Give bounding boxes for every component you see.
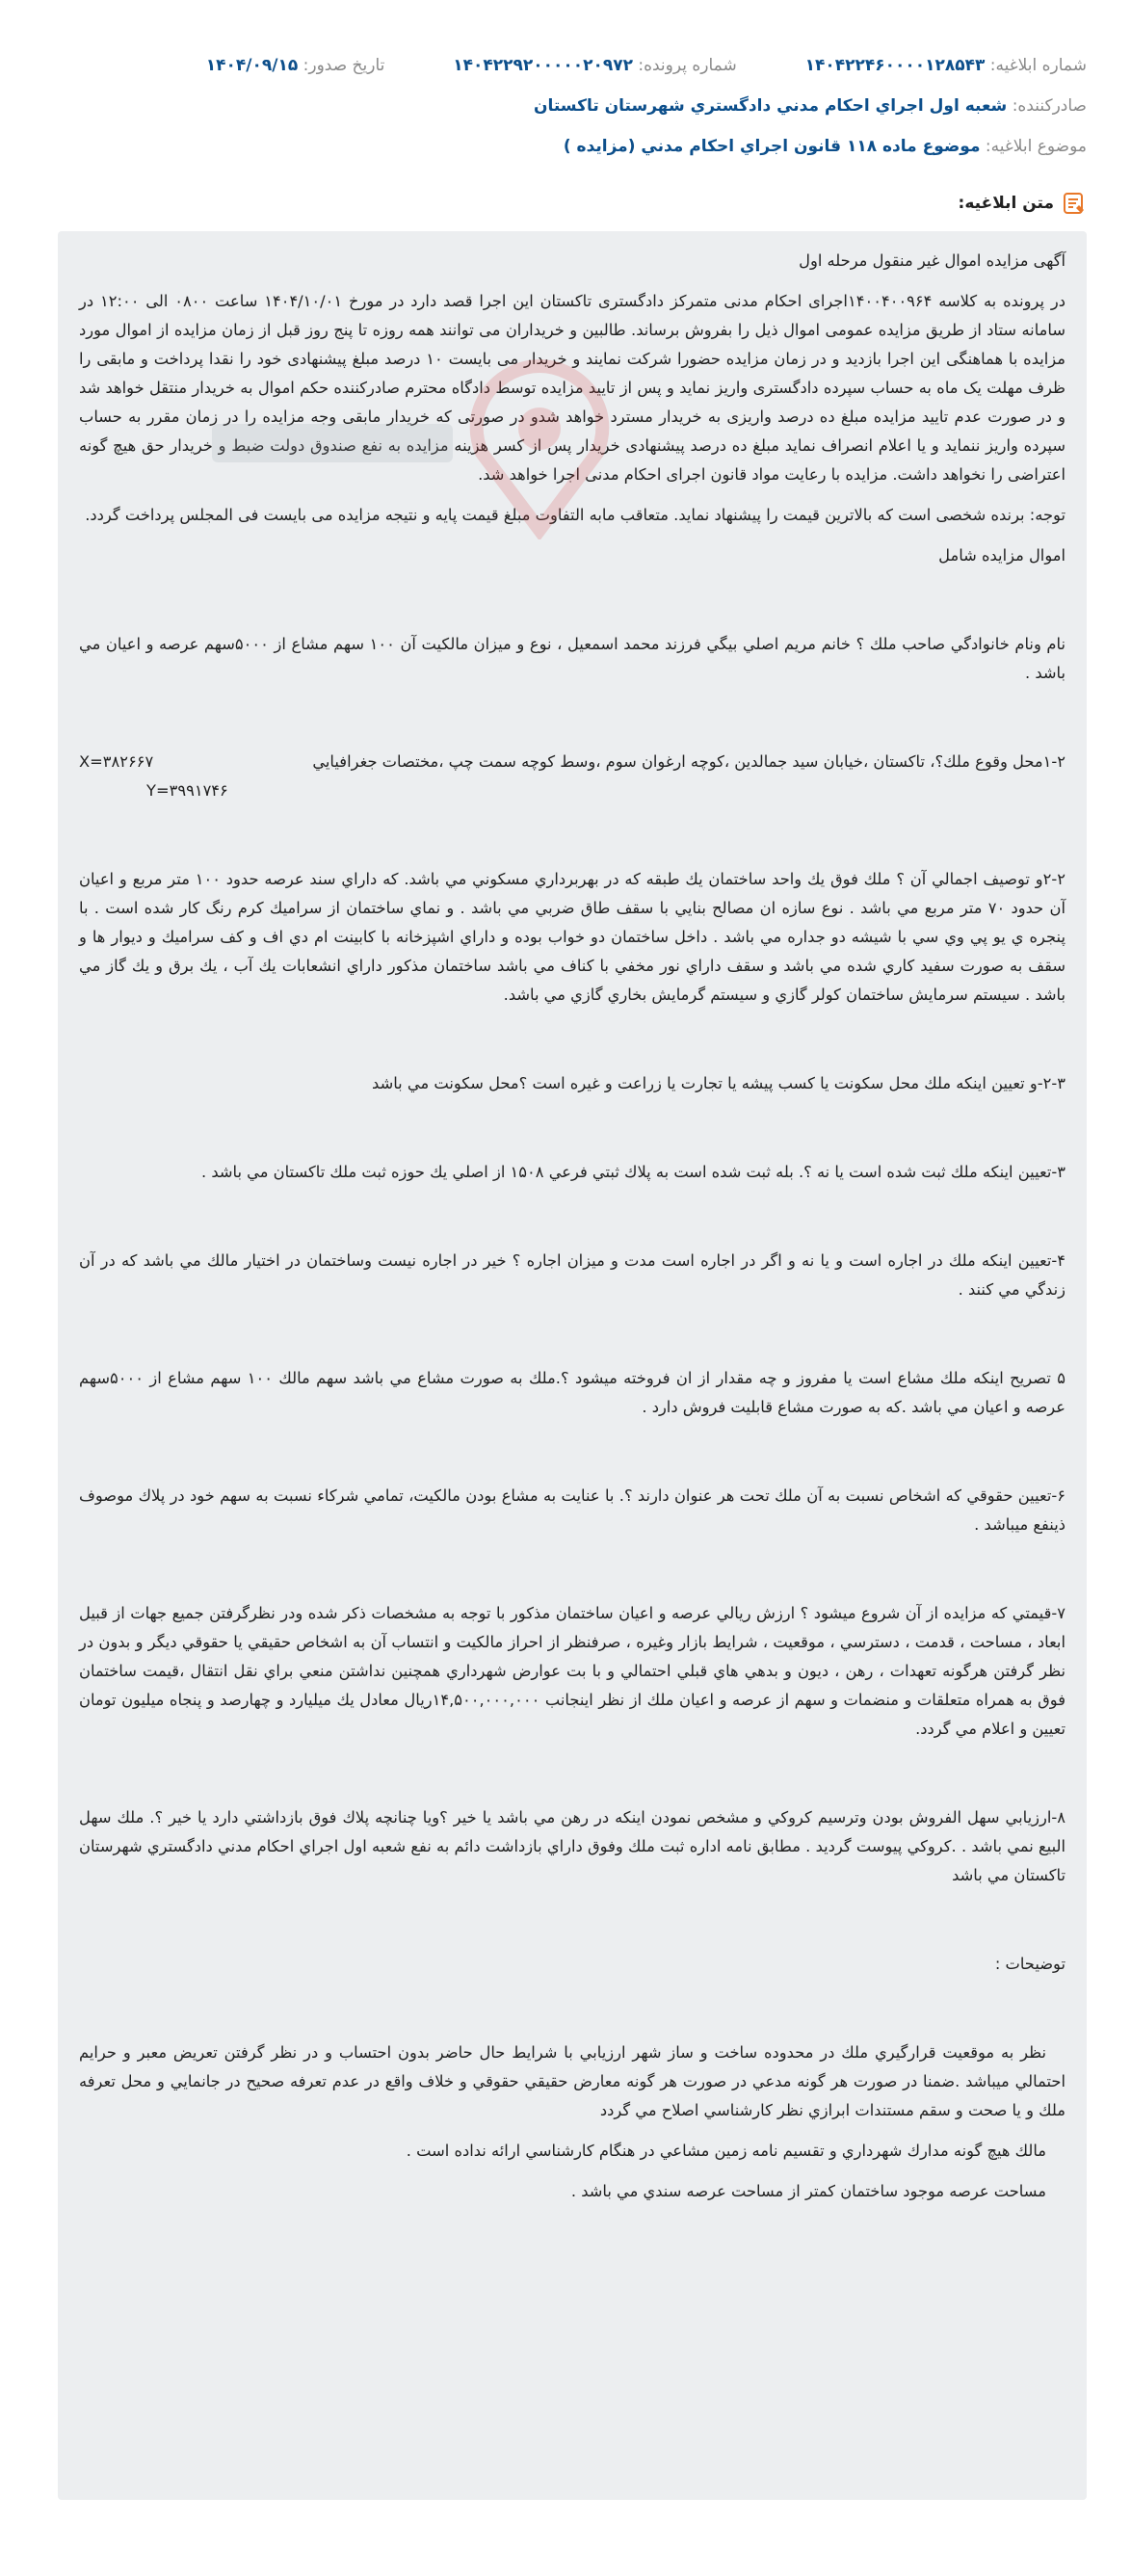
coord-y: Y=۳۹۹۱۷۴۶: [146, 781, 228, 800]
meta-row-issuer: [58, 94, 1087, 118]
subject: موضوع ماده ۱۱۸ قانون اجراي احكام مدني (مزايده ): [563, 137, 981, 156]
notice-text-title: متن ابلاغيه:: [958, 194, 1054, 213]
case-number-label: شماره پرونده:: [638, 56, 737, 75]
notes-title: توضيحات :: [994, 1955, 1065, 1973]
meta-row-numbers: [58, 54, 1087, 77]
issue-date-label: تاريخ صدور:: [302, 56, 385, 75]
paragraph-title: آگهی مزایده اموال غیر منقول مرحله اول: [799, 251, 1065, 270]
subject-label: موضوع ابلاغيه:: [985, 137, 1087, 156]
issue-date: ۱۴۰۴/۰۹/۱۵: [205, 56, 299, 75]
meta-row-subject: [58, 135, 1087, 158]
paragraph-description: ۲-۲و توصيف اجمالي آن ؟ ملك فوق يك واحد ساختمان يك طبقه كه در بهربرداري مسكوني مي باشد. كه داراي سند عرصه حدود ۱۰۰ متر مربع و اعيان آن حدود ۷۰ متر مربع مي باشد . نوع سازه ان مصالح بنايي با سقف طاق ضربي مي باشد . و نماي ساختمان از سراميك كرم رنگ كار شده است . با پنجره ي يو پي وي سي با شيشه دو جداره مي باشد . داخل ساختمان دو خواب بوده و داراي اشپزخانه با كابينت ام دي اف و كف سراميك و ديوار ها و سقف به صورت سفيد كاري شده مي باشد و سقف داراي نور مخفي با كناف مي باشد ساختمان مذكور داراي انشعابات يك آب ، يك برق و يك گاز مي باشد . سيستم سرمايش ساختمان كولر گازي و سيستم گرمايش بخاري گازي مي باشد.: [79, 870, 1065, 1004]
paragraph-evaluation: ۸-ارزيابي سهل الفروش بودن وترسيم كروكي و مشخص نمودن اينكه در رهن مي باشد يا خير ؟ويا چنانچه پلاك فوق بازداشتي دارد يا خير ؟. ملك سهل البيع نمي باشد . .كروكي پيوست گرديد . مطابق نامه اداره ثبت ملك وفوق داراي بازداشت دائم به نفع شعبه اول اجراي احكام مدني دادگستري شهرستان تاكستان مي باشد: [79, 1808, 1065, 1884]
notice-number: ۱۴۰۴۲۲۴۶۰۰۰۰۱۲۸۵۴۳: [804, 56, 986, 75]
paragraph-intro: در پرونده به کلاسه ۱۴۰۰۴۰۰۹۶۴اجرای احکام مدنی متمرکز دادگستری تاکستان این اجرا قصد دارد در مورخ ۱۴۰۴/۱۰/۰۱ ساعت ۰۸۰۰ الی ۱۲:۰۰ در سامانه ستاد از طریق مزایده عمومی اموال ذیل را بفروش برساند. طالبین و خریداران می توانند همه روزه تا پنج روز قبل از زمان مزایده از اموال مورد مزایده با هماهنگی این اجرا بازدید و در زمان مزایده حضورا شرکت نمایند و خریدار می بایست ۱۰ درصد مبلغ پیشنهادی خود را نقدا پرداخت و مابقی را ظرف مهلت یک ماه به حساب سپرده دادگستری واریز نماید و پس از تایید مزایده توسط دادگاه محترم صادرکننده حکم اموال به خریدار منتقل خواهد شد و در صورت عدم تایید مزایده مبلغ ده درصد واریزی به خریدار مسترد خواهد شدو در صورتی که خریدار مابقی وجه مزایده را در زمان مقرر به حساب سپرده واریز ننماید و یا اعلام انصراف نماید مبلغ ده درصد پیشنهادی خریدار پس از کسر هزینه مزایده به نفع صندوق دولت ضبط و خریدار حق هیچ گونه اعتراضی را نخواهد داشت. مزایده با رعایت مواد قانون اجرای احکام مدنی اجرا خواهد شد.: [79, 292, 1066, 484]
paragraph-owner: نام ونام خانوادگي صاحب ملك ؟ خانم مريم اصلي بيگي فرزند محمد اسمعيل ، نوع و ميزان مالكيت آن ۱۰۰ سهم مشاع از ۵۰۰۰سهم عرصه و اعيان مي باشد .: [79, 635, 1065, 682]
note-location: نظر به موقعيت قرارگيري ملك در محدوده ساخت و ساز شهر ارزيابي با شرايط حال حاضر بدون احتساب و در نظر گرفتن تعريض معبر و حرايم احتمالي ميباشد .ضمنا در صورت هر گونه مدعي در صورت هر گونه معارض حقيقي حقوقي و خلاف واقع در عدم تعرفه صحيح در جانمايي و محل تعرفه ملك و يا صحت و سقم مستندات ابرازي نظر كارشناسي اصلاح مي گردد: [79, 2043, 1065, 2119]
coord-x: X=۳۸۲۶۶۷: [79, 752, 154, 771]
notice-text-heading: [959, 191, 1087, 216]
paragraph-items-heading: اموال مزایده شامل: [938, 546, 1065, 565]
paragraph-price: ۷-قيمتي كه مزايده از آن شروع ميشود ؟ ارزش ريالي عرصه و اعيان ساختمان مذكور با توجه به مشخصات ذكر شده ودر نظرگرفتن جميع جهات از قبيل ابعاد ، مساحت ، قدمت ، دسترسي ، موقعيت ، شرايط بازار وغيره ، صرفنظر از احراز مالكيت و انتساب آن به اشخاص حقيقي يا حقوقي ديگر و بدون در نظر گرفتن هرگونه تعهدات ، رهن ، ديون و بدهي هاي قبلي احتمالي و با بت عوارض شهرداري همچنين نداشتن منعي براي نقل انتقال ،قيمت ساختمان فوق به همراه متعلقات و منضمات و سهم از عرصه و اعيان ملك از نظر اينجانب ۱۴,۵۰۰,۰۰۰,۰۰۰ريال معادل يك ميليارد و چهارصد و پنجاه ميليون تومان تعيين و اعلام مي گردد.: [79, 1604, 1065, 1738]
document-text-icon: [1062, 191, 1087, 216]
case-number: ۱۴۰۴۲۲۹۲۰۰۰۰۰۲۰۹۷۲: [453, 56, 633, 75]
paragraph-rights: ۶-تعيين حقوقي كه اشخاص نسبت به آن ملك تحت هر عنوان دارند ؟. با عنايت به مشاع بودن مالكيت، تمامي شركاء نسبت به سهم خود در پلاك موصوف ذينفع ميباشد .: [79, 1486, 1065, 1534]
paragraph-lease: ۴-تعيين اينكه ملك در اجاره است و يا نه و اگر در اجاره است مدت و ميزان اجاره ؟ خير در اجاره نيست وساختمان در اختيار مالك مي باشد كه در آن زندگي مي كنند .: [79, 1251, 1065, 1299]
location-block: [79, 748, 1065, 776]
note-area: مساحت عرصه موجود ساختمان كمتر از مساحت عرصه سندي مي باشد .: [570, 2182, 1046, 2200]
notice-number-label: شماره ابلاغيه:: [989, 56, 1087, 75]
issuer: شعبه اول اجراي احكام مدني دادگستري شهرستان تاكستان: [533, 96, 1008, 116]
notice-content: [58, 231, 1087, 2500]
paragraph-usage: ۲-۳-و تعيين اينكه ملك محل سكونت يا كسب پيشه يا تجارت يا زراعت و غيره است ؟محل سكونت مي باشد: [372, 1074, 1065, 1092]
location-line: ۱-۲محل وقوع ملك؟، تاكستان ،خيابان سيد جمالدين ،كوچه ارغوان سوم ،وسط كوچه سمت چپ ،مختصات جغرافيايي: [312, 752, 1065, 771]
issuer-label: صادرکننده:: [1012, 96, 1087, 116]
paragraph-note: توجه: برنده شخصی است که بالاترین قیمت را پیشنهاد نماید. متعاقب مابه التفاوت مبلغ قیمت پایه و نتیجه مزایده می بایست فی المجلس پرداخت گردد.: [85, 506, 1065, 524]
paragraph-registration: ۳-تعيين اينكه ملك ثبت شده است يا نه ؟. بله ثبت شده است به پلاك ثبتي فرعي ۱۵۰۸ از اصلي يك حوزه ثبت ملك تاكستان مي باشد .: [200, 1163, 1065, 1181]
paragraph-ownership-share: ۵ تصريح اينكه ملك مشاع است يا مفروز و چه مقدار از ان فروخته ميشود ؟.ملك به صورت مشاع مي باشد سهم مالك ۱۰۰ سهم مشاع از ۵۰۰۰سهم عرصه و اعيان مي باشد .كه به صورت مشاع قابليت فروش دارد .: [79, 1369, 1065, 1416]
note-documents: مالك هيچ گونه مدارك شهرداري و تقسيم نامه زمين مشاعي در هنگام كارشناسي ارائه نداده است .: [406, 2142, 1046, 2160]
